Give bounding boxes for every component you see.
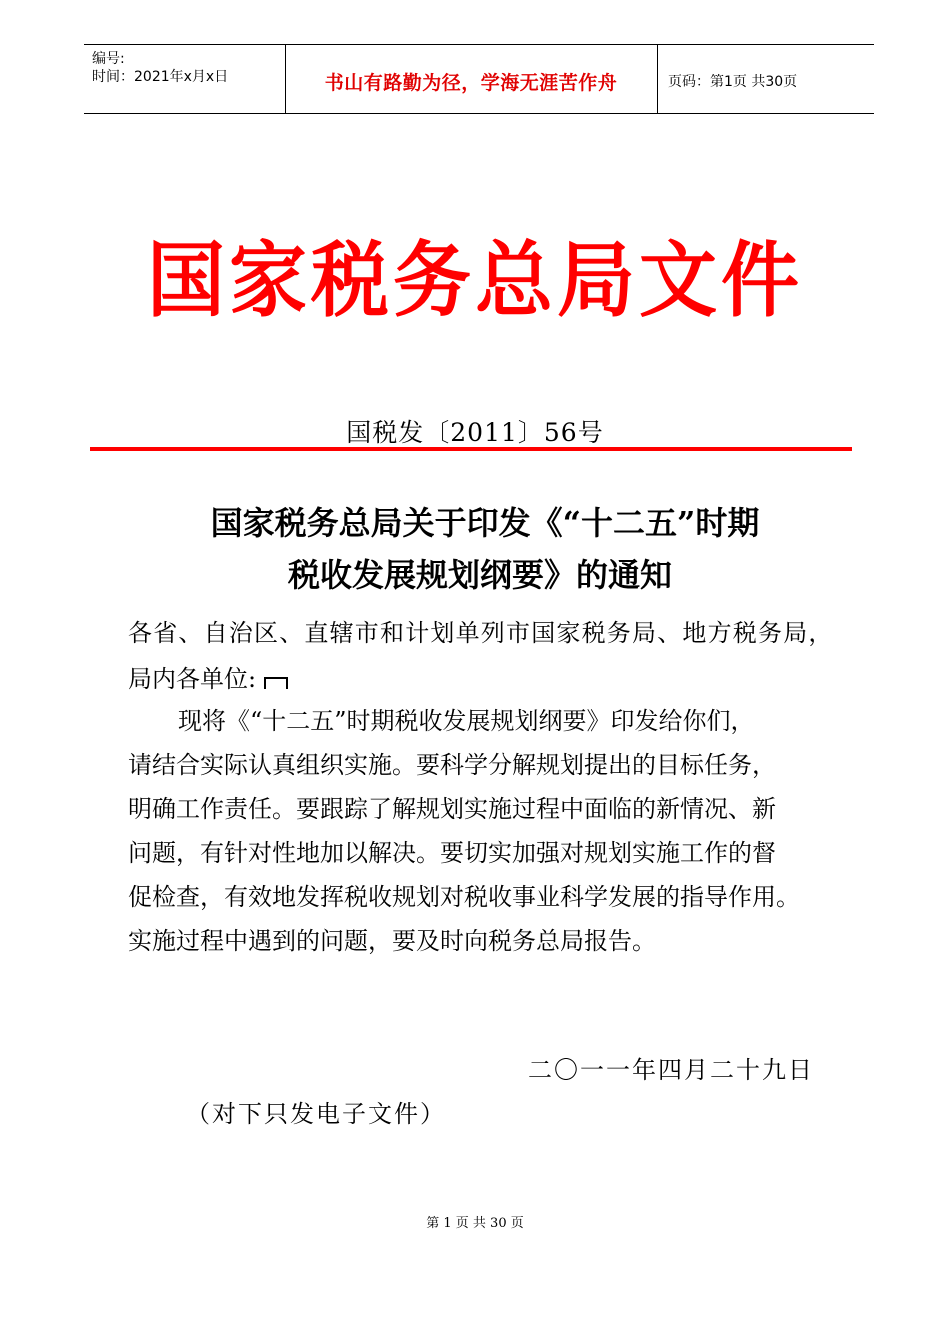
header-page-cell	[658, 45, 874, 113]
red-divider	[90, 447, 852, 451]
body-line-2: 请结合实际认真组织实施。要科学分解规划提出的目标任务，	[128, 751, 776, 779]
document-number-label: 编号:	[92, 51, 125, 67]
document-time-label: 时间：2021年x月x日	[92, 69, 229, 85]
addressee-line-1: 各省、自治区、直辖市和计划单列市国家税务局、地方税务局，	[128, 619, 834, 647]
document-number: 国税发〔2011〕56号	[346, 418, 604, 447]
body-line-5: 促检查，有效地发挥税收规划对税收事业科学发展的指导作用。	[128, 883, 800, 911]
header-motto-cell	[285, 45, 658, 113]
notice-title-line-2: 税收发展规划纲要》的通知	[287, 556, 672, 594]
masthead-title: 国家税务总局文件	[146, 233, 803, 329]
issue-date: 二〇一一年四月二十九日	[528, 1056, 814, 1084]
body-line-4: 问题，有针对性地加以解决。要切实加强对规划实施工作的督	[128, 839, 776, 867]
header-page-label: 页码：第1页 共30页	[668, 74, 798, 90]
document-header	[84, 44, 874, 114]
header-meta-cell	[84, 45, 286, 113]
header-motto: 书山有路勤为径，学海无涯苦作舟	[324, 72, 618, 94]
page-footer: 第 1 页 共 30 页	[426, 1216, 524, 1231]
body-line-3: 明确工作责任。要跟踪了解规划实施过程中面临的新情况、新	[128, 795, 776, 823]
addressee-line-2	[128, 664, 288, 694]
body-line-1: 现将《“十二五”时期税收发展规划纲要》印发给你们，	[178, 707, 755, 735]
scan-mark	[264, 677, 288, 689]
body-line-6: 实施过程中遇到的问题，要及时向税务总局报告。	[128, 927, 656, 955]
addressee-text: 局内各单位:	[128, 665, 257, 693]
distribution-note: （对下只发电子文件）	[186, 1100, 446, 1128]
notice-title-line-1: 国家税务总局关于印发《“十二五”时期	[210, 504, 760, 542]
